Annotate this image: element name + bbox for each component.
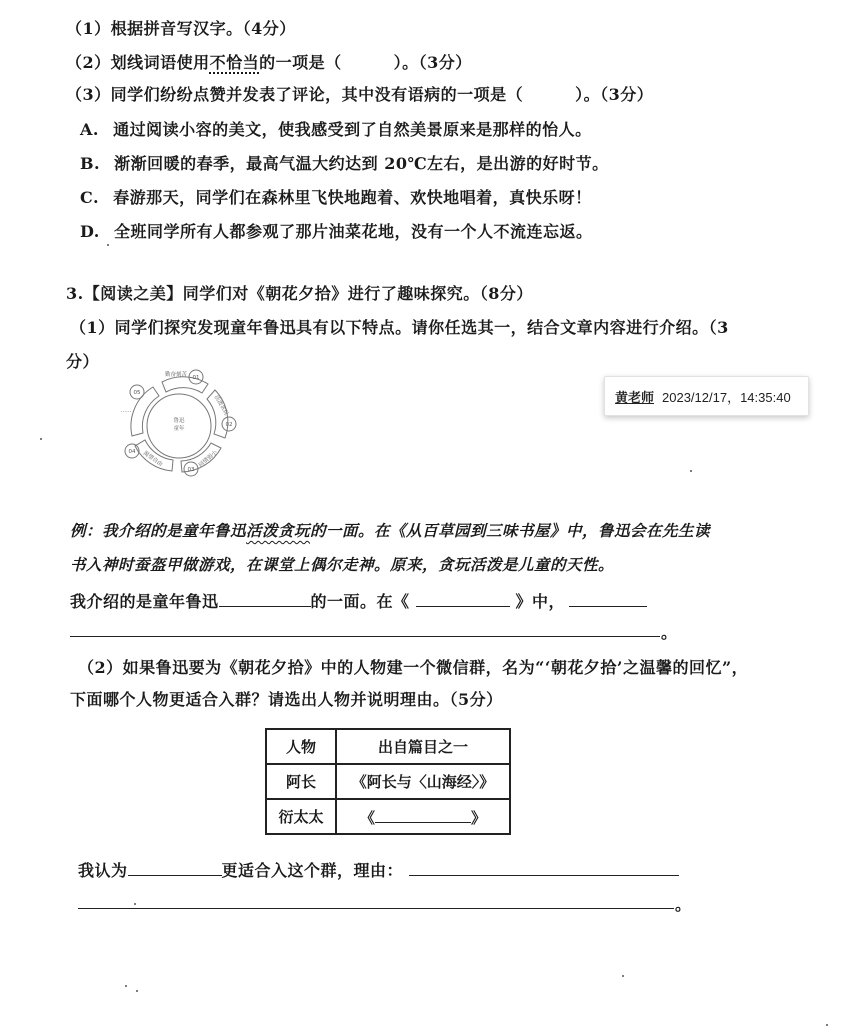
scan-speck [826,1024,828,1026]
badge-02-text: 02 [225,422,233,428]
badge-03-text: 03 [187,467,195,473]
question-3-suffix: ）。（3分） [575,85,654,104]
badge-05-text: 05 [133,390,141,396]
question-3-prefix: （3）同学们纷纷点赞并发表了评论，其中没有语病的一项是（ [66,85,524,104]
section-3-question-1-line2: 分） [66,352,100,371]
section-3-question-1-line1: （1）同学们探究发现童年鲁迅具有以下特点。请你任选其一，结合文章内容进行介绍。（3 [70,318,729,337]
question-2-suffix: ）。（3分） [393,53,472,72]
example-line-2: 书入神时蚕盔甲做游戏，在课堂上偶尔走神。原来，贪玩活泼是儿童的天性。 [70,556,615,574]
answer-end-period: 。 [675,895,692,914]
table-header-source: 出自篇目之一 [336,729,510,764]
table-cell-person: 阿长 [266,764,336,799]
option-c [80,185,592,208]
fill-in-text-2: 的一面。在《 [310,592,410,611]
example-line-1 [70,519,710,541]
essay-title-blank[interactable] [416,590,510,607]
scan-speck [690,470,692,472]
option-letter: C. [80,188,100,207]
segment-01 [162,377,208,393]
section-3-question-2-line1: （2）如果鲁迅要为《朝花夕拾》中的人物建一个微信群，名为“‘朝花夕拾’之温馨的回忆”， [78,658,749,677]
scan-speck [136,990,138,992]
section-3-heading: 3.【阅读之美】同学们对《朝花夕拾》进行了趣味探究。（8分） [66,284,533,303]
option-d [80,219,592,242]
option-letter: A. [80,120,99,139]
source-open-bracket: 《 [359,808,375,827]
example-prefix: 例：我介绍的是童年鲁迅 [70,522,247,540]
segment-02-label: 活泼贪玩 [212,394,229,417]
option-text: 通过阅读小容的美文，使我感受到了自然美景原来是那样的怡人。 [113,120,592,139]
comment-timestamp: 2023/12/17，14:35:40 [662,389,791,405]
teacher-comment-tag[interactable] [604,376,809,416]
scan-speck [125,985,127,987]
answer-text-2: 更适合入这个群，理由： [221,861,404,880]
fill-in-end-period: 。 [661,623,678,642]
trait-blank[interactable] [219,590,311,607]
table-cell-source: 《阿长与〈山海经〉》 [336,764,510,799]
answer-text-1: 我认为 [78,861,128,880]
answer-line [78,858,679,881]
fill-in-line [70,589,647,612]
reason-blank-1[interactable] [409,859,679,876]
section-3-question-2-line2: 下面哪个人物更适合入群？请选出人物并说明理由。（5分） [70,690,503,709]
table-row [266,764,510,799]
example-marked-trait: 活泼贪玩 [246,522,311,540]
option-b [80,151,609,174]
segment-04-label: 渴望自由 [141,450,164,468]
example-suffix: 的一面。在《从百草园到三味书屋》中，鲁迅会在先生读 [310,522,711,540]
question-2-middle: 的一项是（ [259,53,342,72]
detail-blank-2[interactable] [70,636,660,637]
chosen-person-blank[interactable] [128,859,222,876]
option-text: 春游那天，同学们在森林里飞快地跑着、欢快地唱着，真快乐呀！ [113,188,592,207]
badge-04-text: 04 [128,449,136,455]
table-header-person: 人物 [266,729,336,764]
question-2-prefix: （2）划线词语使用 [66,53,210,72]
table-header-row [266,729,510,764]
comment-author: 黄老师 [615,389,655,405]
question-1: （1）根据拼音写汉字。（4分） [66,19,296,38]
question-2 [66,50,472,73]
scan-speck [40,438,42,440]
question-3 [66,82,653,105]
table-row [266,799,510,834]
source-title-blank[interactable] [375,806,471,823]
detail-blank-1[interactable] [569,590,647,607]
scan-speck [107,244,109,246]
badge-01-text: 01 [192,375,200,381]
option-text: 渐渐回暖的春季，最高气温大约达到 20℃左右，是出游的好时节。 [114,154,609,173]
source-close-bracket: 》 [471,808,487,827]
question-2-marked-word: 不恰当 [209,53,260,72]
scan-speck [622,975,624,977]
segment-03-label: 同情弱小 [197,449,219,469]
option-text: 全班同学所有人都参观了那片油菜花地，没有一个人不流连忘返。 [113,222,593,241]
traits-ring-diagram [104,360,254,488]
characters-table [265,728,511,835]
center-label-2: 童年 [173,426,185,432]
reason-blank-2[interactable] [78,908,674,909]
center-label-1: 鲁迅 [173,418,185,424]
segment-05-label: …… [120,408,132,414]
fill-in-text-1: 我介绍的是童年鲁迅 [70,592,219,611]
option-a [80,117,592,140]
option-letter: D. [80,222,100,241]
scan-speck [134,903,136,905]
table-cell-person: 衍太太 [266,799,336,834]
fill-in-text-3: 》中， [515,592,566,611]
segment-01-label: 勤奋刻苦 [164,372,188,378]
table-cell-source-blank[interactable] [336,799,510,834]
option-letter: B. [80,154,101,173]
